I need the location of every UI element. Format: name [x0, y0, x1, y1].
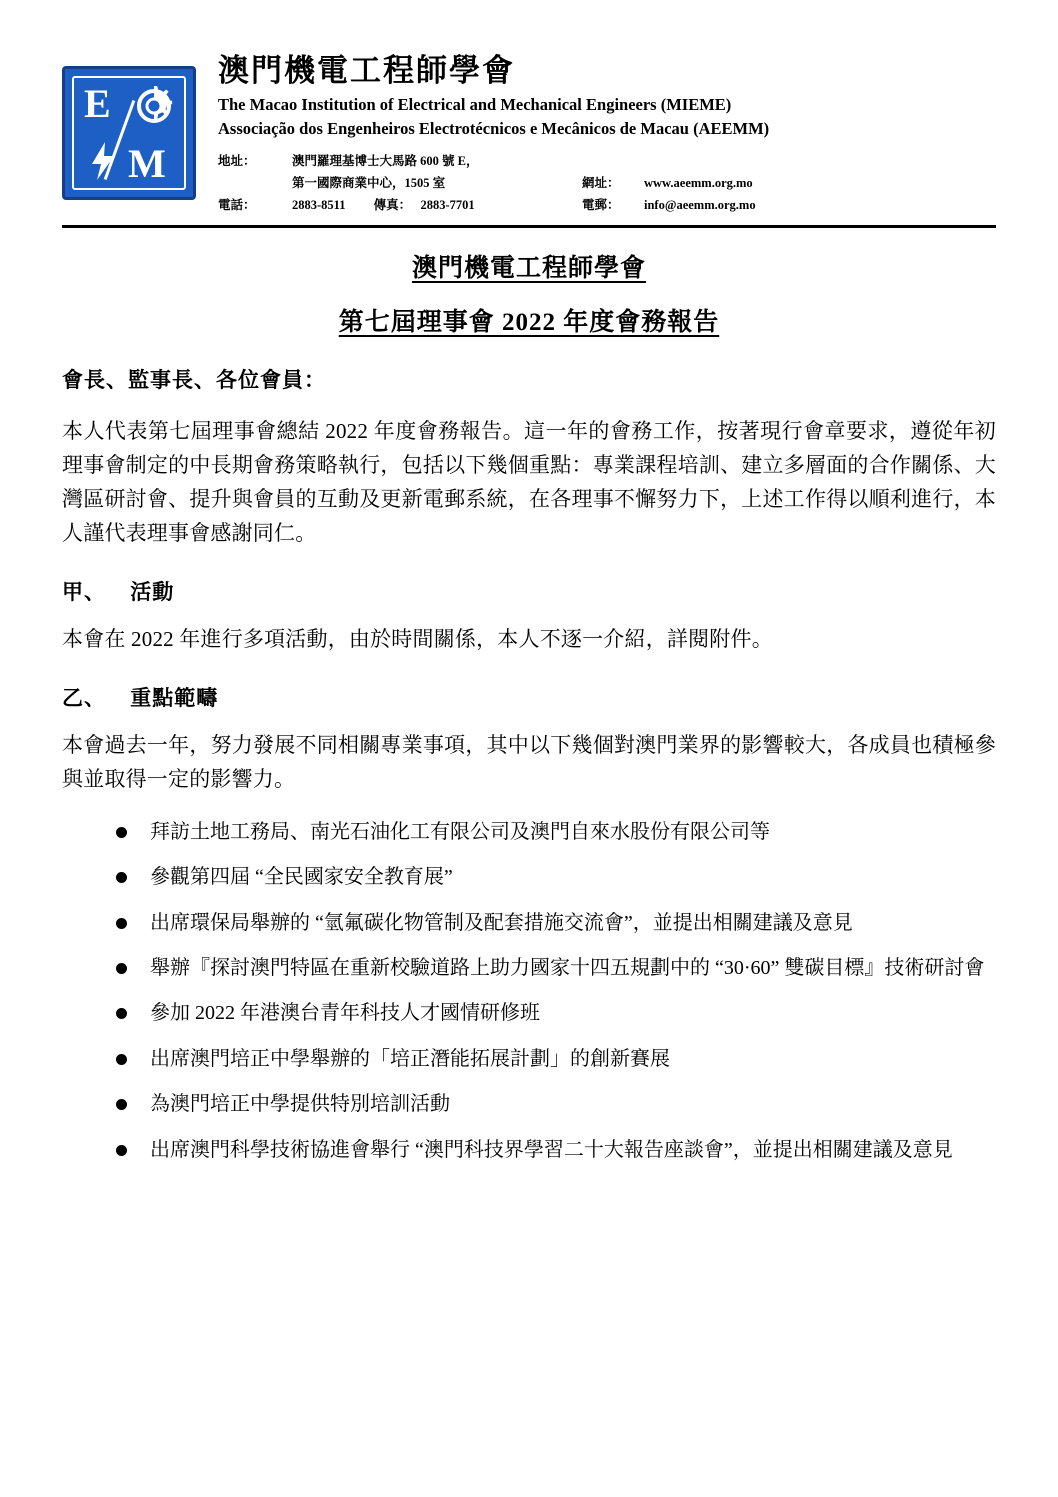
section-2-bullet-list — [62, 816, 996, 1166]
section-1-paragraph: 本會在 2022 年進行多項活動，由於時間關係，本人不逐一介紹，詳閱附件。 — [62, 626, 773, 651]
address-line-1: 澳門羅理基博士大馬路 600 號 E， — [292, 154, 479, 169]
organization-name-pt: Associação dos Engenheiros Electrotécnicos e Mecânicos de Macau (AEEMM) — [218, 119, 770, 139]
website-value[interactable]: www.aeemm.org.mo — [644, 175, 753, 190]
list-item: 出席澳門培正中學舉辦的「培正潛能拓展計劃」的創新賽展 — [110, 1043, 996, 1075]
list-item: 拜訪土地工務局、南光石油化工有限公司及澳門自來水股份有限公司等 — [110, 816, 996, 848]
section-title-1: 活動 — [130, 579, 175, 604]
section-heading-2 — [62, 682, 996, 712]
website-label: 網址： — [582, 175, 620, 190]
email-value[interactable]: info@aeemm.org.mo — [644, 197, 756, 212]
organization-name-zh: 澳門機電工程師學會 — [218, 53, 515, 88]
logo-letter-m: M — [128, 141, 166, 186]
address-line-2: 第一國際商業中心，1505 室 — [292, 175, 446, 190]
telephone-label: 電話： — [218, 197, 256, 212]
section-2-paragraph: 本會過去一年，努力發展不同相關專業事項，其中以下幾個對澳門業界的影響較大，各成員也積極參與並取得一定的影響力。 — [62, 732, 996, 791]
page-subtitle: 第七屆理事會 2022 年度會務報告 — [338, 308, 720, 336]
salutation: 會長、監事長、各位會員： — [62, 367, 326, 392]
list-item: 出席澳門科學技術協進會舉行 “澳門科技界學習二十大報告座談會”，並提出相關建議及意見 — [110, 1134, 996, 1166]
organization-name-en: The Macao Institution of Electrical and Mechanical Engineers (MIEME) — [218, 95, 732, 115]
gear-icon — [130, 82, 178, 130]
intro-paragraph: 本人代表第七屆理事會總結 2022 年度會務報告。這一年的會務工作，按著現行會章要求，遵從年初理事會制定的中長期會務策略執行，包括以下幾個重點：專業課程培訓、建立多層面的合作關係、大灣區研討會、提升與會員的互動及更新電郵系統，在各理事不懈努力下，上述工作得以順利進行，本人謹代表理事會感謝同仁。 — [62, 418, 996, 545]
address-label: 地址： — [218, 154, 256, 169]
logo-letter-e: E — [84, 81, 111, 126]
letterhead-divider — [62, 225, 996, 228]
fax-label: 傳真： — [373, 197, 412, 212]
organization-logo — [62, 66, 196, 200]
telephone-fax-values — [292, 195, 582, 217]
section-title-2: 重點範疇 — [130, 685, 219, 710]
page-title: 澳門機電工程師學會 — [411, 254, 646, 282]
letterhead-text — [218, 46, 996, 217]
logo-inner-frame — [72, 76, 186, 190]
list-item: 舉辦『探討澳門特區在重新校驗道路上助力國家十四五規劃中的 “30·60” 雙碳目標』技術研討會 — [110, 952, 996, 984]
section-number-1: 甲、 — [62, 579, 106, 604]
list-item: 為澳門培正中學提供特別培訓活動 — [110, 1088, 996, 1120]
fax-value: 2883-7701 — [420, 197, 475, 212]
letterhead — [62, 46, 996, 217]
section-heading-1 — [62, 576, 996, 606]
lightning-bolt-icon — [90, 142, 116, 180]
section-number-2: 乙、 — [62, 685, 106, 710]
list-item: 出席環保局舉辦的 “氫氟碳化物管制及配套措施交流會”，並提出相關建議及意見 — [110, 907, 996, 939]
contact-details — [218, 151, 996, 217]
list-item: 參加 2022 年港澳台青年科技人才國情研修班 — [110, 997, 996, 1029]
telephone-value: 2883-8511 — [292, 197, 346, 212]
email-label: 電郵： — [582, 197, 620, 212]
list-item: 參觀第四屆 “全民國家安全教育展” — [110, 861, 996, 893]
